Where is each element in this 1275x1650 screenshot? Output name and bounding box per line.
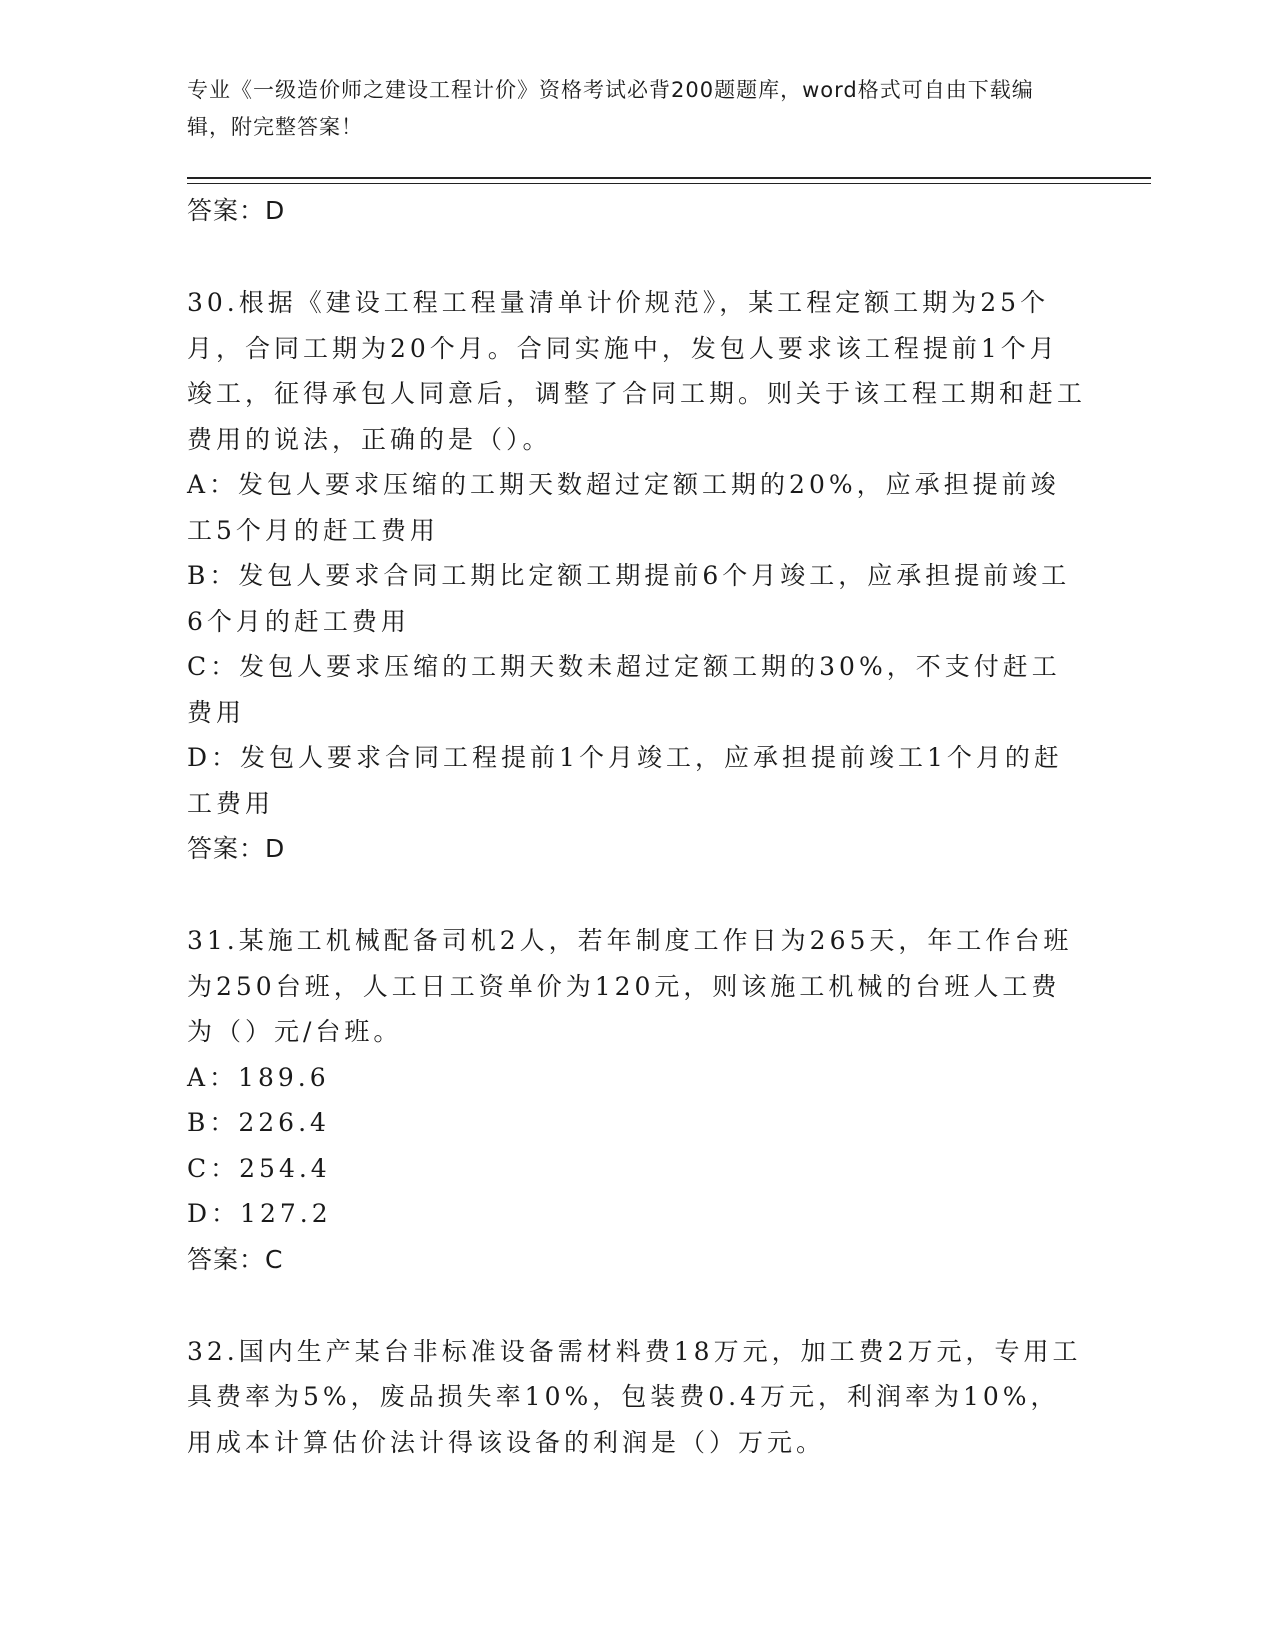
option-d: D：发包人要求合同工程提前1个月竣工，应承担提前竣工1个月的赶工费用 bbox=[187, 743, 1063, 818]
option-b: B：226.4 bbox=[187, 1108, 330, 1137]
header-rule bbox=[187, 177, 1151, 179]
question-30 bbox=[187, 280, 1087, 872]
spacer bbox=[187, 234, 1087, 280]
page-header: 专业《一级造价师之建设工程计价》资格考试必背200题题库，word格式可自由下载编辑，附完整答案！ bbox=[187, 78, 1034, 139]
spacer bbox=[187, 872, 1087, 918]
question-text: 30.根据《建设工程工程量清单计价规范》，某工程定额工期为25个月，合同工期为20个月。合同实施中，发包人要求该工程提前1个月竣工，征得承包人同意后，调整了合同工期。则关于该工程工期和赶工费用的说法，正确的是（）。 bbox=[187, 288, 1087, 454]
option-b: B：发包人要求合同工期比定额工期提前6个月竣工，应承担提前竣工6个月的赶工费用 bbox=[187, 561, 1071, 636]
question-text: 31.某施工机械配备司机2人，若年制度工作日为265天，年工作台班为250台班，人工日工资单价为120元，则该施工机械的台班人工费为（）元/台班。 bbox=[187, 926, 1073, 1046]
answer-line: 答案：D bbox=[187, 834, 286, 863]
option-a: A：189.6 bbox=[187, 1062, 330, 1092]
option-c: C：发包人要求压缩的工期天数未超过定额工期的30%，不支付赶工费用 bbox=[187, 652, 1061, 727]
answer-line: 答案：C bbox=[187, 1244, 284, 1274]
option-c: C：254.4 bbox=[187, 1153, 331, 1183]
document-body bbox=[187, 188, 1087, 1465]
header-rule-thin bbox=[187, 183, 1151, 184]
option-a: A：发包人要求压缩的工期天数超过定额工期的20%，应承担提前竣工5个月的赶工费用 bbox=[187, 470, 1060, 545]
option-d: D：127.2 bbox=[187, 1199, 332, 1228]
question-31 bbox=[187, 918, 1087, 1283]
spacer bbox=[187, 1283, 1087, 1329]
answer-line: 答案：D bbox=[187, 196, 286, 225]
question-32 bbox=[187, 1329, 1087, 1466]
question-text: 32.国内生产某台非标准设备需材料费18万元，加工费2万元，专用工具费率为5%，废品损失率10%，包装费0.4万元，利润率为10%，用成本计算估价法计得该设备的利润是（）万元。 bbox=[187, 1336, 1082, 1457]
